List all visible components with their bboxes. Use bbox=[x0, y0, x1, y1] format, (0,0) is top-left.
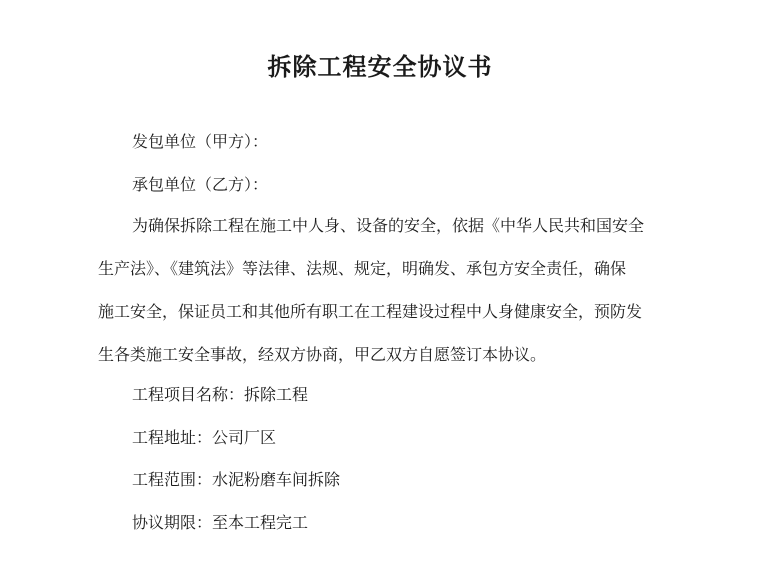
preamble-line-3: 施工安全，保证员工和其他所有职工在工程建设过程中人身健康安全，预防发 bbox=[98, 302, 643, 321]
party-b-line: 承包单位（乙方）： bbox=[132, 175, 269, 194]
project-address-line: 工程地址：公司厂区 bbox=[132, 428, 277, 447]
preamble-line-1: 为确保拆除工程在施工中人身、设备的安全，依据《中华人民共和国安全 bbox=[132, 216, 645, 235]
preamble-line-2: 生产法》、《建筑法》等法律、法规、规定，明确发、承包方安全责任，确保 bbox=[98, 259, 627, 278]
project-scope-line: 工程范围：水泥粉磨车间拆除 bbox=[132, 470, 341, 489]
party-a-line: 发包单位（甲方）： bbox=[132, 132, 269, 151]
agreement-term-line: 协议期限：至本工程完工 bbox=[132, 513, 309, 532]
preamble-line-4: 生各类施工安全事故，经双方协商，甲乙双方自愿签订本协议。 bbox=[98, 345, 547, 364]
project-name-line: 工程项目名称：拆除工程 bbox=[132, 385, 309, 404]
document-title: 拆除工程安全协议书 bbox=[267, 52, 493, 81]
